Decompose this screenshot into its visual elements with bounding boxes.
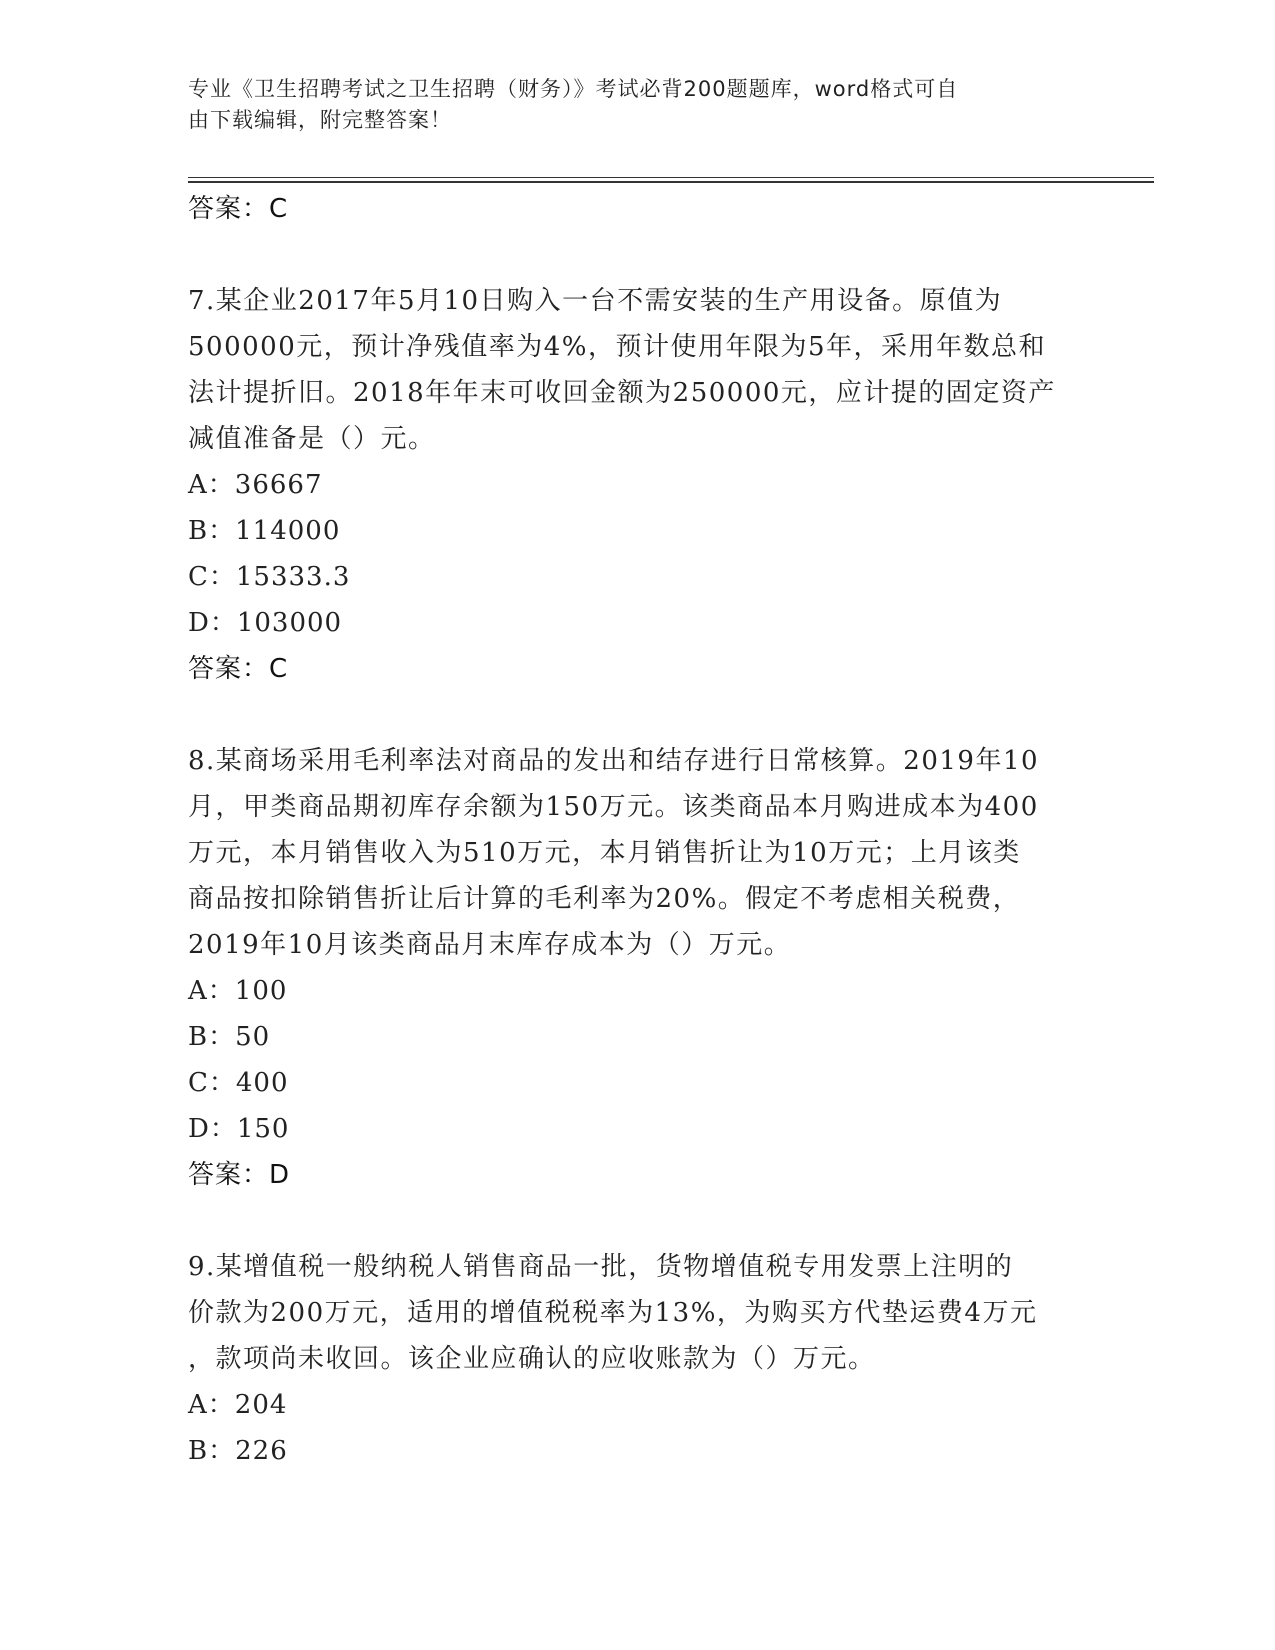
stem-line: 月，甲类商品期初库存余额为150万元。该类商品本月购进成本为400 [188,792,1039,822]
question-stem [188,738,1088,968]
stem-line: 9.某增值税一般纳税人销售商品一批，货物增值税专用发票上注明的 [188,1252,1014,1282]
question-stem [188,1244,1088,1382]
stem-line: 2019年10月该类商品月末库存成本为（）万元。 [188,930,792,960]
option-b: B：114000 [188,516,341,546]
stem-line: 万元，本月销售收入为510万元，本月销售折让为10万元；上月该类 [188,838,1021,868]
stem-line: 8.某商场采用毛利率法对商品的发出和结存进行日常核算。2019年10 [188,746,1040,776]
option-c: C：15333.3 [188,562,351,592]
question-block [188,1244,1088,1474]
stem-line: 商品按扣除销售折让后计算的毛利率为20%。假定不考虑相关税费， [188,884,1021,914]
question-block [188,738,1088,1198]
question-stem [188,278,1088,462]
stem-line: ，款项尚未收回。该企业应确认的应收账款为（）万元。 [188,1344,876,1374]
stem-line: 法计提折旧。2018年年末可收回金额为250000元，应计提的固定资产 [188,378,1056,408]
header-line: 专业《卫生招聘考试之卫生招聘（财务）》考试必背200题题库，word格式可自 [188,77,959,101]
document-header [188,74,1068,136]
option-a: A：204 [188,1390,288,1420]
header-divider-thin [188,177,1154,178]
option-d: D：103000 [188,608,343,638]
option-d: D：150 [188,1114,290,1144]
stem-line: 500000元，预计净残值率为4%，预计使用年限为5年，采用年数总和 [188,332,1047,362]
option-a: A：36667 [188,470,323,500]
stem-line: 价款为200万元，适用的增值税税率为13%，为购买方代垫运费4万元 [188,1298,1038,1328]
option-b: B：50 [188,1022,271,1052]
question-list [188,186,1088,1474]
option-b: B：226 [188,1436,288,1466]
header-line: 由下载编辑，附完整答案！ [188,108,452,132]
header-divider-thick [188,181,1154,183]
stem-line: 减值准备是（）元。 [188,424,436,454]
stem-line: 7.某企业2017年5月10日购入一台不需安装的生产用设备。原值为 [188,286,1003,316]
answer-line: 答案：C [188,654,289,684]
question-block [188,278,1088,692]
option-c: C：400 [188,1068,289,1098]
answer-line: 答案：C [188,194,289,224]
answer-line: 答案：D [188,1160,291,1190]
option-a: A：100 [188,976,288,1006]
